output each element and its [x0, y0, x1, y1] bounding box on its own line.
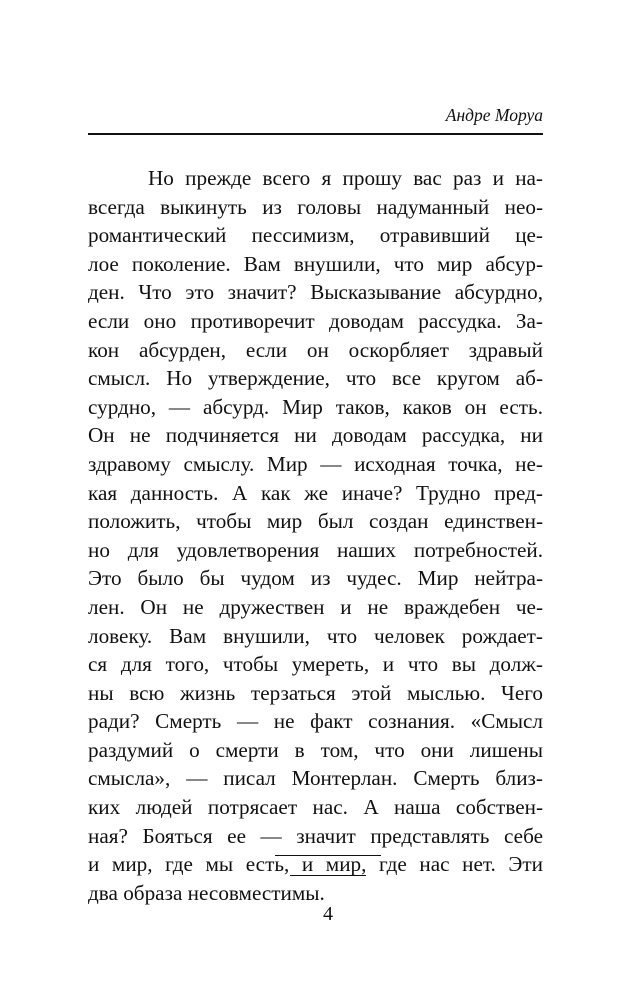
text-line: ся для того, чтобы умереть, и что вы долж- [88, 652, 543, 677]
text-line: Но прежде всего я прошу вас раз и на- [148, 166, 543, 190]
text-line: и мир, где мы есть, и мир, где нас нет. Эти [88, 852, 543, 877]
text-line: Это было бы чудом из чудес. Мир нейтра- [88, 566, 543, 591]
section-end-rule-top [275, 855, 381, 856]
text-line: всегда выкинуть из головы надуманный нео- [88, 194, 543, 219]
text-line: если оно противоречит доводам рассудка. За- [88, 308, 543, 333]
text-line: положить, чтобы мир был создан единствен- [88, 509, 543, 534]
text-line: смысла», — писал Монтерлан. Смерть близ- [88, 766, 543, 791]
text-line: здравому смыслу. Мир — исходная точка, не- [88, 451, 543, 476]
header-rule [88, 133, 543, 135]
text-line: ради? Смерть — не факт сознания. «Смысл [88, 709, 543, 734]
page-number: 4 [323, 903, 333, 925]
text-line: два образа несовместимы. [88, 880, 325, 905]
text-line: лое поколение. Вам внушили, что мир абсур- [88, 251, 543, 276]
text-line: кая данность. А как же иначе? Трудно пред- [88, 480, 543, 505]
text-line: ны всю жизнь терзаться этой мыслью. Чего [88, 680, 543, 705]
text-line: лен. Он не дружествен и не враждебен че- [88, 594, 543, 619]
text-line: кон абсурден, если он оскорбляет здравый [88, 337, 543, 362]
text-line: раздумий о смерти в том, что они лишены [88, 737, 543, 762]
text-line: смысл. Но утверждение, что все кругом аб- [88, 366, 543, 391]
running-head-author: Андре Моруа [445, 105, 543, 125]
text-line: но для удовлетворения наших потребностей. [88, 537, 543, 562]
text-line: ловеку. Вам внушили, что человек рождает- [88, 623, 543, 648]
text-line: ден. Что это значит? Высказывание абсурдно, [88, 280, 543, 305]
text-line: Он не подчиняется ни доводам рассудка, ни [88, 423, 543, 448]
text-line: ких людей потрясает нас. А наша собствен- [88, 795, 543, 820]
section-end-rule-bottom [290, 875, 366, 876]
body-paragraph [88, 164, 543, 907]
text-line: сурдно, — абсурд. Мир таков, каков он есть. [88, 394, 543, 419]
text-line: ная? Бояться ее — значит представлять себе [88, 823, 543, 848]
text-line: романтический пессимизм, отравивший це- [88, 223, 543, 248]
